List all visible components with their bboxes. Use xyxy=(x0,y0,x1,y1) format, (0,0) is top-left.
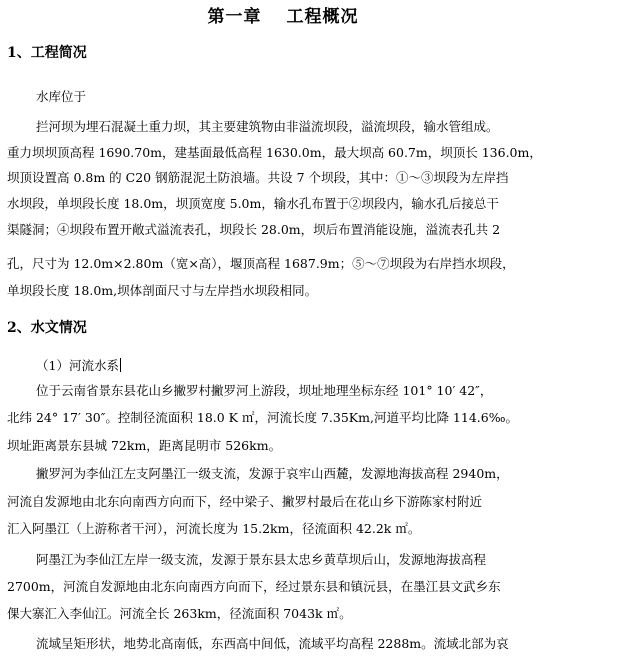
section-heading-project-overview: 1、工程简况 xyxy=(7,45,87,61)
paragraph-line: 坝址距离景东县城 72km，距离昆明市 526km。 xyxy=(7,438,282,453)
paragraph-line: 渠隧洞；④坝段布置开敞式溢流表孔，坝段长 28.0m，坝后布置消能设施，溢流表孔共 2 xyxy=(7,222,501,237)
paragraph-line: 北纬 24° 17′ 30″。控制径流面积 18.0 K ㎡，河流长度 7.35Km,河道平均比降 114.6‰。 xyxy=(7,410,518,425)
paragraph-line: 拦河坝为埋石混凝土重力坝，其主要建筑物由非溢流坝段，溢流坝段，输水管组成。 xyxy=(36,119,499,134)
paragraph-line: 坝顶设置高 0.8m 的 C20 钢筋混泥土防浪墙。共设 7 个坝段，其中：①～③坝段为左岸挡 xyxy=(7,170,509,185)
sub-heading-river-system[interactable]: （1）河流水系 xyxy=(36,358,119,373)
paragraph-line: 汇入阿墨江（上游称者干河），河流长度为 15.2km，径流面积 42.2k ㎡。 xyxy=(7,521,421,536)
paragraph-line: 阿墨江为李仙江左岸一级支流，发源于景东县太忠乡黄草坝后山，发源地海拔高程 xyxy=(36,552,487,567)
paragraph-line: 水坝段，单坝段长度 18.0m，坝顶宽度 5.0m，输水孔布置于②坝段内，输水孔后接总干 xyxy=(7,196,499,211)
paragraph-line: 河流自发源地由北东向南西方向而下，经中梁子、撇罗村最后在花山乡下游陈家村附近 xyxy=(7,494,483,509)
paragraph-line: 单坝段长度 18.0m,坝体剖面尺寸与左岸挡水坝段相同。 xyxy=(7,283,318,298)
paragraph-line: 孔，尺寸为 12.0m×2.80m（宽×高），堰顶高程 1687.9m；⑤～⑦坝段为右岸挡水坝段， xyxy=(7,256,515,271)
paragraph-line: 2700m，河流自发源地由北东向南西方向而下，经过景东县和镇沅县，在墨江县文武乡东 xyxy=(7,579,501,594)
paragraph-line: 位于云南省景东县花山乡撇罗村撇罗河上游段，坝址地理坐标东经 101° 10′ 42″， xyxy=(36,383,493,398)
paragraph-line: 重力坝坝顶高程 1690.70m，建基面最低高程 1630.0m，最大坝高 60.7m，坝顶长 136.0m， xyxy=(7,145,542,160)
section-heading-hydrology: 2、水文情况 xyxy=(7,320,87,336)
paragraph-line: 撇罗河为李仙江左支阿墨江一级支流，发源于哀牢山西麓，发源地海拔高程 2940m， xyxy=(36,466,509,481)
paragraph-line: 倮大寨汇入李仙江。河流全长 263km，径流面积 7043k ㎡。 xyxy=(7,606,352,621)
paragraph-line: 流域呈矩形状，地势北高南低，东西高中间低，流域平均高程 2288m。流域北部为哀 xyxy=(36,636,509,651)
paragraph-line: 水库位于 xyxy=(36,89,87,104)
chapter-title: 第一章 工程概况 xyxy=(207,7,359,27)
text-cursor xyxy=(120,358,121,372)
